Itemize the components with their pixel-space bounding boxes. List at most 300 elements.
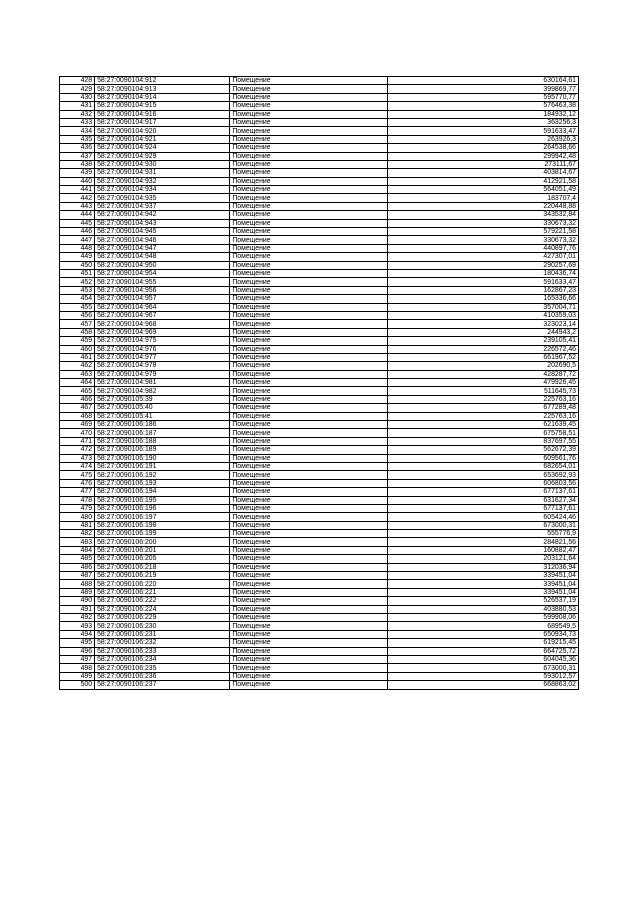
- cadastral-value-cell: 593012,57: [387, 672, 578, 680]
- row-number-cell: 467: [60, 404, 95, 412]
- object-type-cell: Помещение: [230, 110, 387, 118]
- row-number-cell: 429: [60, 85, 95, 93]
- row-number-cell: 457: [60, 320, 95, 328]
- cadastral-number-cell: 58:27:0090104:920: [95, 127, 230, 135]
- object-type-cell: Помещение: [230, 286, 387, 294]
- row-number-cell: 459: [60, 337, 95, 345]
- table-row: [60, 555, 579, 563]
- cadastral-number-cell: 58:27:0090106:224: [95, 605, 230, 613]
- object-type-cell: Помещение: [230, 219, 387, 227]
- cadastral-value-cell: 299942,48: [387, 152, 578, 160]
- table-row: [60, 261, 579, 269]
- row-number-cell: 466: [60, 395, 95, 403]
- cadastral-value-cell: 673000,31: [387, 521, 578, 529]
- table-row: [60, 479, 579, 487]
- cadastral-value-cell: 339451,04: [387, 572, 578, 580]
- cadastral-number-cell: 58:27:0090106:234: [95, 655, 230, 663]
- cadastral-number-cell: 58:27:0090104:921: [95, 135, 230, 143]
- cadastral-number-cell: 58:27:0090104:947: [95, 244, 230, 252]
- object-type-cell: Помещение: [230, 311, 387, 319]
- cadastral-number-cell: 58:27:0090104:950: [95, 261, 230, 269]
- table-row: [60, 412, 579, 420]
- cadastral-number-cell: 58:27:0090104:979: [95, 370, 230, 378]
- cadastral-value-cell: 511645,73: [387, 387, 578, 395]
- object-type-cell: Помещение: [230, 261, 387, 269]
- cadastral-value-cell: 403880,53: [387, 605, 578, 613]
- object-type-cell: Помещение: [230, 118, 387, 126]
- object-type-cell: Помещение: [230, 278, 387, 286]
- table-row: [60, 345, 579, 353]
- cadastral-value-cell: 357004,71: [387, 303, 578, 311]
- object-type-cell: Помещение: [230, 144, 387, 152]
- cadastral-value-cell: 162867,23: [387, 286, 578, 294]
- table-row: [60, 253, 579, 261]
- cadastral-value-cell: 604045,36: [387, 655, 578, 663]
- object-type-cell: Помещение: [230, 353, 387, 361]
- row-number-cell: 487: [60, 572, 95, 580]
- row-number-cell: 434: [60, 127, 95, 135]
- table-row: [60, 228, 579, 236]
- object-type-cell: Помещение: [230, 269, 387, 277]
- table-row: [60, 169, 579, 177]
- row-number-cell: 485: [60, 555, 95, 563]
- cadastral-number-cell: 58:27:0090106:235: [95, 664, 230, 672]
- row-number-cell: 465: [60, 387, 95, 395]
- object-type-cell: Помещение: [230, 362, 387, 370]
- row-number-cell: 484: [60, 546, 95, 554]
- cadastral-value-cell: 479926,45: [387, 379, 578, 387]
- row-number-cell: 430: [60, 93, 95, 101]
- table-row: [60, 370, 579, 378]
- table-row: [60, 303, 579, 311]
- object-type-cell: Помещение: [230, 647, 387, 655]
- object-type-cell: Помещение: [230, 202, 387, 210]
- cadastral-value-cell: 180436,74: [387, 269, 578, 277]
- table-row: [60, 194, 579, 202]
- object-type-cell: Помещение: [230, 446, 387, 454]
- table-row: [60, 580, 579, 588]
- cadastral-value-cell: 606803,56: [387, 479, 578, 487]
- object-type-cell: Помещение: [230, 630, 387, 638]
- row-number-cell: 477: [60, 488, 95, 496]
- cadastral-number-cell: 58:27:0090106:237: [95, 681, 230, 689]
- cadastral-value-cell: 428287,72: [387, 370, 578, 378]
- object-type-cell: Помещение: [230, 437, 387, 445]
- table-row: [60, 681, 579, 689]
- row-number-cell: 482: [60, 530, 95, 538]
- object-type-cell: Помещение: [230, 295, 387, 303]
- object-type-cell: Помещение: [230, 135, 387, 143]
- row-number-cell: 438: [60, 160, 95, 168]
- table-row: [60, 269, 579, 277]
- row-number-cell: 428: [60, 77, 95, 85]
- cadastral-value-table: [59, 76, 579, 690]
- table-row: [60, 328, 579, 336]
- cadastral-number-cell: 58:27:0090104:976: [95, 345, 230, 353]
- object-type-cell: Помещение: [230, 228, 387, 236]
- table-row: [60, 85, 579, 93]
- cadastral-number-cell: 58:27:0090104:969: [95, 328, 230, 336]
- cadastral-value-cell: 284821,56: [387, 538, 578, 546]
- object-type-cell: Помещение: [230, 169, 387, 177]
- cadastral-value-cell: 263926,3: [387, 135, 578, 143]
- object-type-cell: Помещение: [230, 462, 387, 470]
- cadastral-value-cell: 399869,77: [387, 85, 578, 93]
- cadastral-number-cell: 58:27:0090104:978: [95, 362, 230, 370]
- table-row: [60, 311, 579, 319]
- object-type-cell: Помещение: [230, 404, 387, 412]
- cadastral-value-cell: 403814,67: [387, 169, 578, 177]
- row-number-cell: 495: [60, 639, 95, 647]
- cadastral-number-cell: 58:27:0090106:198: [95, 521, 230, 529]
- row-number-cell: 489: [60, 588, 95, 596]
- row-number-cell: 441: [60, 186, 95, 194]
- cadastral-number-cell: 58:27:0090106:188: [95, 437, 230, 445]
- cadastral-value-cell: 653692,93: [387, 471, 578, 479]
- row-number-cell: 493: [60, 622, 95, 630]
- cadastral-number-cell: 58:27:0090104:934: [95, 186, 230, 194]
- cadastral-value-cell: 591633,47: [387, 127, 578, 135]
- row-number-cell: 497: [60, 655, 95, 663]
- table-row: [60, 597, 579, 605]
- row-number-cell: 463: [60, 370, 95, 378]
- cadastral-number-cell: 58:27:0090104:915: [95, 102, 230, 110]
- cadastral-number-cell: 58:27:0090106:200: [95, 538, 230, 546]
- cadastral-value-cell: 339451,04: [387, 588, 578, 596]
- table-row: [60, 102, 579, 110]
- cadastral-number-cell: 58:27:0090104:916: [95, 110, 230, 118]
- cadastral-number-cell: 58:27:0090106:219: [95, 572, 230, 580]
- cadastral-number-cell: 58:27:0090106:222: [95, 597, 230, 605]
- object-type-cell: Помещение: [230, 479, 387, 487]
- object-type-cell: Помещение: [230, 152, 387, 160]
- row-number-cell: 460: [60, 345, 95, 353]
- row-number-cell: 444: [60, 211, 95, 219]
- table-row: [60, 538, 579, 546]
- cadastral-number-cell: 58:27:0090106:197: [95, 513, 230, 521]
- object-type-cell: Помещение: [230, 597, 387, 605]
- table-row: [60, 177, 579, 185]
- cadastral-value-cell: 555776,9: [387, 530, 578, 538]
- cadastral-number-cell: 58:27:0090104:956: [95, 286, 230, 294]
- cadastral-value-cell: 440897,76: [387, 244, 578, 252]
- table-row: [60, 672, 579, 680]
- object-type-cell: Помещение: [230, 555, 387, 563]
- object-type-cell: Помещение: [230, 320, 387, 328]
- object-type-cell: Помещение: [230, 177, 387, 185]
- table-row: [60, 77, 579, 85]
- cadastral-number-cell: 58:27:0090105:41: [95, 412, 230, 420]
- object-type-cell: Помещение: [230, 370, 387, 378]
- cadastral-value-cell: 673000,31: [387, 664, 578, 672]
- cadastral-value-cell: 363256,3: [387, 118, 578, 126]
- cadastral-value-cell: 312036,94: [387, 563, 578, 571]
- cadastral-value-cell: 323023,14: [387, 320, 578, 328]
- row-number-cell: 472: [60, 446, 95, 454]
- row-number-cell: 447: [60, 236, 95, 244]
- object-type-cell: Помещение: [230, 580, 387, 588]
- cadastral-number-cell: 58:27:0090104:946: [95, 236, 230, 244]
- cadastral-value-cell: 264538,66: [387, 144, 578, 152]
- row-number-cell: 442: [60, 194, 95, 202]
- cadastral-number-cell: 58:27:0090105:39: [95, 395, 230, 403]
- row-number-cell: 498: [60, 664, 95, 672]
- cadastral-value-cell: 579221,58: [387, 228, 578, 236]
- object-type-cell: Помещение: [230, 211, 387, 219]
- cadastral-number-cell: 58:27:0090106:201: [95, 546, 230, 554]
- row-number-cell: 450: [60, 261, 95, 269]
- table-row: [60, 521, 579, 529]
- cadastral-value-cell: 630164,61: [387, 77, 578, 85]
- cadastral-value-cell: 576463,38: [387, 102, 578, 110]
- cadastral-number-cell: 58:27:0090104:931: [95, 169, 230, 177]
- cadastral-number-cell: 58:27:0090106:236: [95, 672, 230, 680]
- row-number-cell: 475: [60, 471, 95, 479]
- row-number-cell: 471: [60, 437, 95, 445]
- row-number-cell: 488: [60, 580, 95, 588]
- cadastral-number-cell: 58:27:0090104:942: [95, 211, 230, 219]
- object-type-cell: Помещение: [230, 488, 387, 496]
- row-number-cell: 446: [60, 228, 95, 236]
- table-row: [60, 572, 579, 580]
- row-number-cell: 469: [60, 421, 95, 429]
- object-type-cell: Помещение: [230, 77, 387, 85]
- table-row: [60, 337, 579, 345]
- table-row: [60, 379, 579, 387]
- cadastral-number-cell: 58:27:0090106:192: [95, 471, 230, 479]
- cadastral-number-cell: 58:27:0090106:220: [95, 580, 230, 588]
- cadastral-number-cell: 58:27:0090106:190: [95, 454, 230, 462]
- cadastral-value-cell: 202690,5: [387, 362, 578, 370]
- object-type-cell: Помещение: [230, 655, 387, 663]
- row-number-cell: 458: [60, 328, 95, 336]
- table-row: [60, 295, 579, 303]
- object-type-cell: Помещение: [230, 429, 387, 437]
- cadastral-number-cell: 58:27:0090104:914: [95, 93, 230, 101]
- table-row: [60, 437, 579, 445]
- row-number-cell: 433: [60, 118, 95, 126]
- row-number-cell: 499: [60, 672, 95, 680]
- table-row: [60, 236, 579, 244]
- object-type-cell: Помещение: [230, 395, 387, 403]
- cadastral-value-cell: 203121,64: [387, 555, 578, 563]
- object-type-cell: Помещение: [230, 85, 387, 93]
- row-number-cell: 440: [60, 177, 95, 185]
- object-type-cell: Помещение: [230, 563, 387, 571]
- row-number-cell: 481: [60, 521, 95, 529]
- cadastral-value-cell: 343532,84: [387, 211, 578, 219]
- row-number-cell: 443: [60, 202, 95, 210]
- row-number-cell: 462: [60, 362, 95, 370]
- table-row: [60, 655, 579, 663]
- cadastral-number-cell: 58:27:0090104:945: [95, 228, 230, 236]
- object-type-cell: Помещение: [230, 622, 387, 630]
- table-row: [60, 647, 579, 655]
- cadastral-value-cell: 619215,45: [387, 639, 578, 647]
- cadastral-number-cell: 58:27:0090104:964: [95, 303, 230, 311]
- cadastral-value-cell: 225763,16: [387, 395, 578, 403]
- cadastral-number-cell: 58:27:0090104:937: [95, 202, 230, 210]
- table-row: [60, 446, 579, 454]
- cadastral-number-cell: 58:27:0090106:196: [95, 504, 230, 512]
- cadastral-number-cell: 58:27:0090104:954: [95, 269, 230, 277]
- cadastral-value-cell: 605424,46: [387, 513, 578, 521]
- cadastral-value-cell: 668863,02: [387, 681, 578, 689]
- cadastral-number-cell: 58:27:0090106:191: [95, 462, 230, 470]
- cadastral-value-cell: 183707,4: [387, 194, 578, 202]
- cadastral-value-cell: 410359,03: [387, 311, 578, 319]
- row-number-cell: 449: [60, 253, 95, 261]
- cadastral-number-cell: 58:27:0090106:218: [95, 563, 230, 571]
- object-type-cell: Помещение: [230, 93, 387, 101]
- cadastral-value-cell: 677137,61: [387, 488, 578, 496]
- cadastral-value-cell: 290257,69: [387, 261, 578, 269]
- cadastral-number-cell: 58:27:0090106:199: [95, 530, 230, 538]
- row-number-cell: 437: [60, 152, 95, 160]
- table-row: [60, 219, 579, 227]
- cadastral-value-cell: 330673,32: [387, 236, 578, 244]
- cadastral-number-cell: 58:27:0090104:948: [95, 253, 230, 261]
- row-number-cell: 464: [60, 379, 95, 387]
- row-number-cell: 448: [60, 244, 95, 252]
- cadastral-value-cell: 677137,61: [387, 504, 578, 512]
- table-row: [60, 630, 579, 638]
- cadastral-number-cell: 58:27:0090106:186: [95, 421, 230, 429]
- cadastral-number-cell: 58:27:0090104:977: [95, 353, 230, 361]
- table-row: [60, 421, 579, 429]
- table-row: [60, 118, 579, 126]
- table-row: [60, 320, 579, 328]
- cadastral-value-cell: 675758,51: [387, 429, 578, 437]
- object-type-cell: Помещение: [230, 504, 387, 512]
- cadastral-value-cell: 339451,04: [387, 580, 578, 588]
- object-type-cell: Помещение: [230, 681, 387, 689]
- cadastral-number-cell: 58:27:0090106:231: [95, 630, 230, 638]
- object-type-cell: Помещение: [230, 194, 387, 202]
- cadastral-value-cell: 677289,48: [387, 404, 578, 412]
- object-type-cell: Помещение: [230, 127, 387, 135]
- cadastral-value-cell: 682654,01: [387, 462, 578, 470]
- cadastral-value-cell: 609561,76: [387, 454, 578, 462]
- object-type-cell: Помещение: [230, 521, 387, 529]
- row-number-cell: 468: [60, 412, 95, 420]
- cadastral-value-cell: 427307,01: [387, 253, 578, 261]
- object-type-cell: Помещение: [230, 236, 387, 244]
- table-row: [60, 144, 579, 152]
- cadastral-number-cell: 58:27:0090104:981: [95, 379, 230, 387]
- row-number-cell: 496: [60, 647, 95, 655]
- object-type-cell: Помещение: [230, 513, 387, 521]
- cadastral-value-cell: 412921,58: [387, 177, 578, 185]
- cadastral-value-cell: 661967,52: [387, 353, 578, 361]
- cadastral-value-cell: 595770,77: [387, 93, 578, 101]
- object-type-cell: Помещение: [230, 421, 387, 429]
- row-number-cell: 431: [60, 102, 95, 110]
- object-type-cell: Помещение: [230, 345, 387, 353]
- object-type-cell: Помещение: [230, 454, 387, 462]
- row-number-cell: 456: [60, 311, 95, 319]
- table-row: [60, 504, 579, 512]
- object-type-cell: Помещение: [230, 412, 387, 420]
- row-number-cell: 491: [60, 605, 95, 613]
- cadastral-number-cell: 58:27:0090104:968: [95, 320, 230, 328]
- cadastral-number-cell: 58:27:0090106:187: [95, 429, 230, 437]
- table-body: [60, 77, 579, 690]
- cadastral-number-cell: 58:27:0090106:221: [95, 588, 230, 596]
- object-type-cell: Помещение: [230, 102, 387, 110]
- object-type-cell: Помещение: [230, 588, 387, 596]
- object-type-cell: Помещение: [230, 664, 387, 672]
- cadastral-value-cell: 562672,39: [387, 446, 578, 454]
- table-row: [60, 471, 579, 479]
- object-type-cell: Помещение: [230, 538, 387, 546]
- row-number-cell: 436: [60, 144, 95, 152]
- table-row: [60, 622, 579, 630]
- cadastral-number-cell: 58:27:0090106:195: [95, 496, 230, 504]
- cadastral-number-cell: 58:27:0090106:194: [95, 488, 230, 496]
- table-row: [60, 546, 579, 554]
- cadastral-number-cell: 58:27:0090104:957: [95, 295, 230, 303]
- object-type-cell: Помещение: [230, 160, 387, 168]
- row-number-cell: 470: [60, 429, 95, 437]
- row-number-cell: 453: [60, 286, 95, 294]
- row-number-cell: 480: [60, 513, 95, 521]
- object-type-cell: Помещение: [230, 244, 387, 252]
- row-number-cell: 478: [60, 496, 95, 504]
- cadastral-value-cell: 526537,19: [387, 597, 578, 605]
- cadastral-number-cell: 58:27:0090104:967: [95, 311, 230, 319]
- row-number-cell: 474: [60, 462, 95, 470]
- object-type-cell: Помещение: [230, 303, 387, 311]
- table-row: [60, 605, 579, 613]
- cadastral-value-cell: 564051,49: [387, 186, 578, 194]
- table-row: [60, 286, 579, 294]
- row-number-cell: 452: [60, 278, 95, 286]
- row-number-cell: 492: [60, 614, 95, 622]
- cadastral-value-cell: 165336,66: [387, 295, 578, 303]
- table-row: [60, 614, 579, 622]
- table-row: [60, 664, 579, 672]
- object-type-cell: Помещение: [230, 572, 387, 580]
- row-number-cell: 500: [60, 681, 95, 689]
- cadastral-number-cell: 58:27:0090106:229: [95, 614, 230, 622]
- table-row: [60, 362, 579, 370]
- row-number-cell: 476: [60, 479, 95, 487]
- table-row: [60, 387, 579, 395]
- cadastral-number-cell: 58:27:0090106:189: [95, 446, 230, 454]
- cadastral-number-cell: 58:27:0090104:929: [95, 152, 230, 160]
- row-number-cell: 451: [60, 269, 95, 277]
- cadastral-number-cell: 58:27:0090106:230: [95, 622, 230, 630]
- table-row: [60, 160, 579, 168]
- cadastral-value-cell: 631627,34: [387, 496, 578, 504]
- row-number-cell: 494: [60, 630, 95, 638]
- cadastral-number-cell: 58:27:0090104:943: [95, 219, 230, 227]
- table-row: [60, 588, 579, 596]
- row-number-cell: 483: [60, 538, 95, 546]
- table-row: [60, 110, 579, 118]
- cadastral-number-cell: 58:27:0090106:205: [95, 555, 230, 563]
- table-row: [60, 127, 579, 135]
- cadastral-number-cell: 58:27:0090104:917: [95, 118, 230, 126]
- row-number-cell: 461: [60, 353, 95, 361]
- cadastral-value-cell: 650934,73: [387, 630, 578, 638]
- cadastral-value-cell: 621639,45: [387, 421, 578, 429]
- cadastral-value-cell: 226572,46: [387, 345, 578, 353]
- row-number-cell: 454: [60, 295, 95, 303]
- object-type-cell: Помещение: [230, 387, 387, 395]
- table-row: [60, 152, 579, 160]
